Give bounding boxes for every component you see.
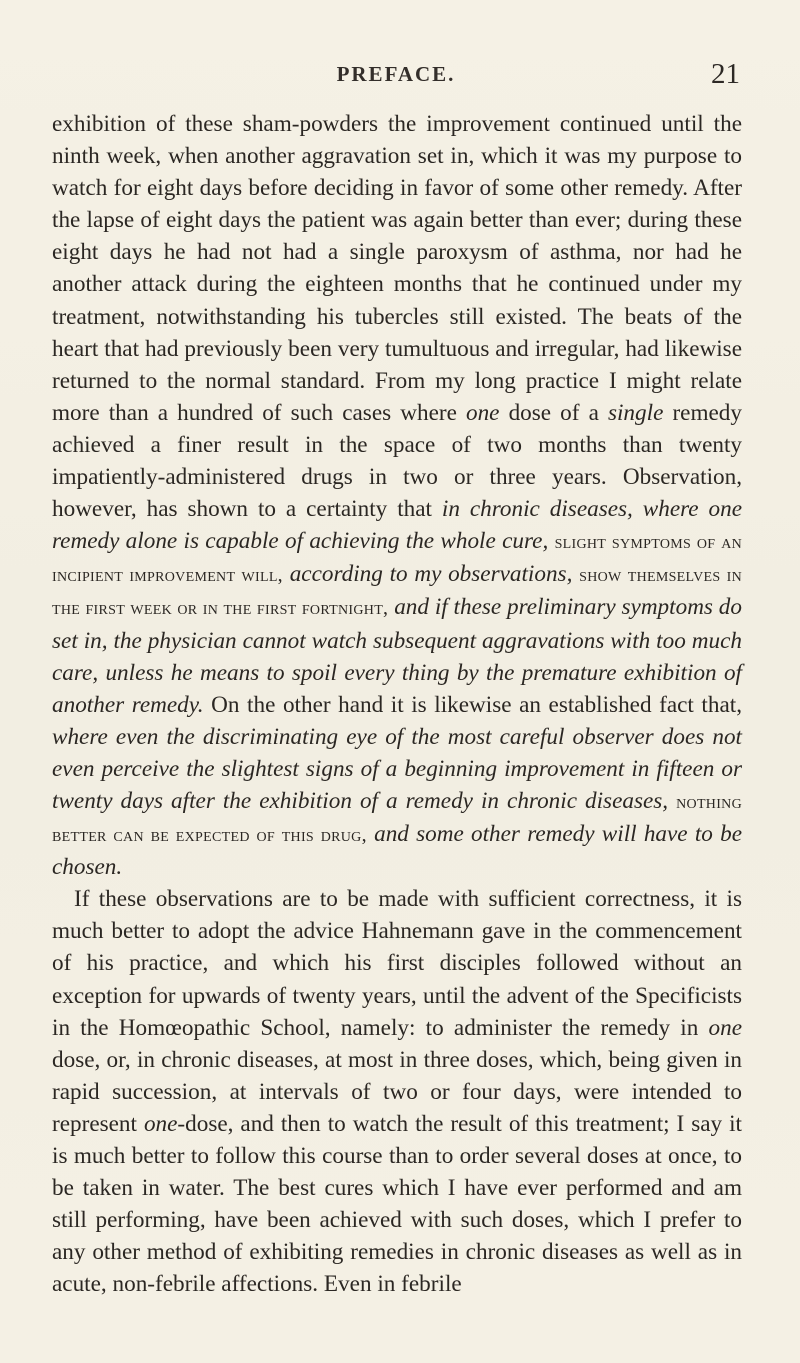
- paragraph-1: [52, 108, 742, 883]
- running-head: [52, 58, 740, 94]
- italic-run: where even the discriminating eye of the most careful observer does not even perceive the slightest signs of a beginning improvement in fifteen or twenty days after the exhibition of a remedy in chronic diseases,: [52, 723, 742, 814]
- italic-run: and some other remedy will have to be chosen.: [52, 821, 742, 881]
- italic-run: one: [465, 399, 500, 426]
- italic-run: according to my observations,: [289, 561, 573, 588]
- running-head-title: PREFACE.: [336, 62, 456, 86]
- text-run: exhibition of these sham-powders the improvement continued until the ninth week, when another aggravation set in, which it was my purpose to watch for eight days before deciding in favor of some other remedy. After the lapse of eight days the patient was again better than ever; during these eight days he had not had a single paroxysm of asthma, nor had he another attack during the eighteen months that he continued under my treatment, notwithstanding his tubercles still existed. The beats of the heart that had previously been very tumultuous and irregular, had likewise returned to the normal standard. From my long practice I might relate more than a hundred of such cases where: [52, 111, 742, 426]
- text-run: dose, or, in chronic diseases, at most in three doses, which, being given in rapid succession, at intervals of two or four days, were intended to represent: [52, 1046, 742, 1137]
- text-run: remedy achieved a finer result in the space of two months than twenty impatiently-administered drugs in two or three years. Observation, however, has shown to a certainty that: [52, 399, 742, 523]
- small-caps-run: show themselves in the first week or in the first fortnight,: [52, 564, 743, 620]
- italic-run: and if these preliminary symptoms do set in, the physician cannot watch subsequent aggravations with too much care, unless he means to spoil every thing by the premature exhibition of another remedy.: [52, 594, 742, 718]
- text-run: If these observations are to be made with sufficient correctness, it is much better to adopt the advice Hahnemann gave in the commencement of his practice, and which his first disciples followed without an exception for upwards of twenty years, until the advent of the Specificists in the Homœopathic School, namely: to administer the remedy in: [52, 886, 742, 1041]
- text-run: -dose, and then to watch the result of this treatment; I say it is much better to follow this course than to order several doses at once, to be taken in water. The best cures which I have ever performed and am still performing, have been achieved with such doses, which I prefer to any other method of exhibiting remedies in chronic diseases as well as in acute, non-febrile affections. Even in febrile: [52, 1110, 742, 1298]
- body-text: [52, 108, 742, 1300]
- small-caps-run: slight symptoms of an incipient improvement will,: [52, 531, 743, 587]
- small-caps-run: nothing better can be expected of this drug,: [52, 790, 742, 847]
- text-run: On the other hand it is likewise an established fact that,: [203, 691, 742, 718]
- page-number: 21: [711, 58, 740, 90]
- paragraph-2: [52, 883, 742, 1300]
- italic-run: in chronic diseases, where one remedy alone is capable of achieving the whole cure,: [52, 496, 742, 555]
- italic-run: one: [708, 1014, 742, 1041]
- italic-run: single: [607, 399, 664, 426]
- italic-run: one: [143, 1110, 178, 1137]
- text-run: dose of a: [499, 399, 608, 426]
